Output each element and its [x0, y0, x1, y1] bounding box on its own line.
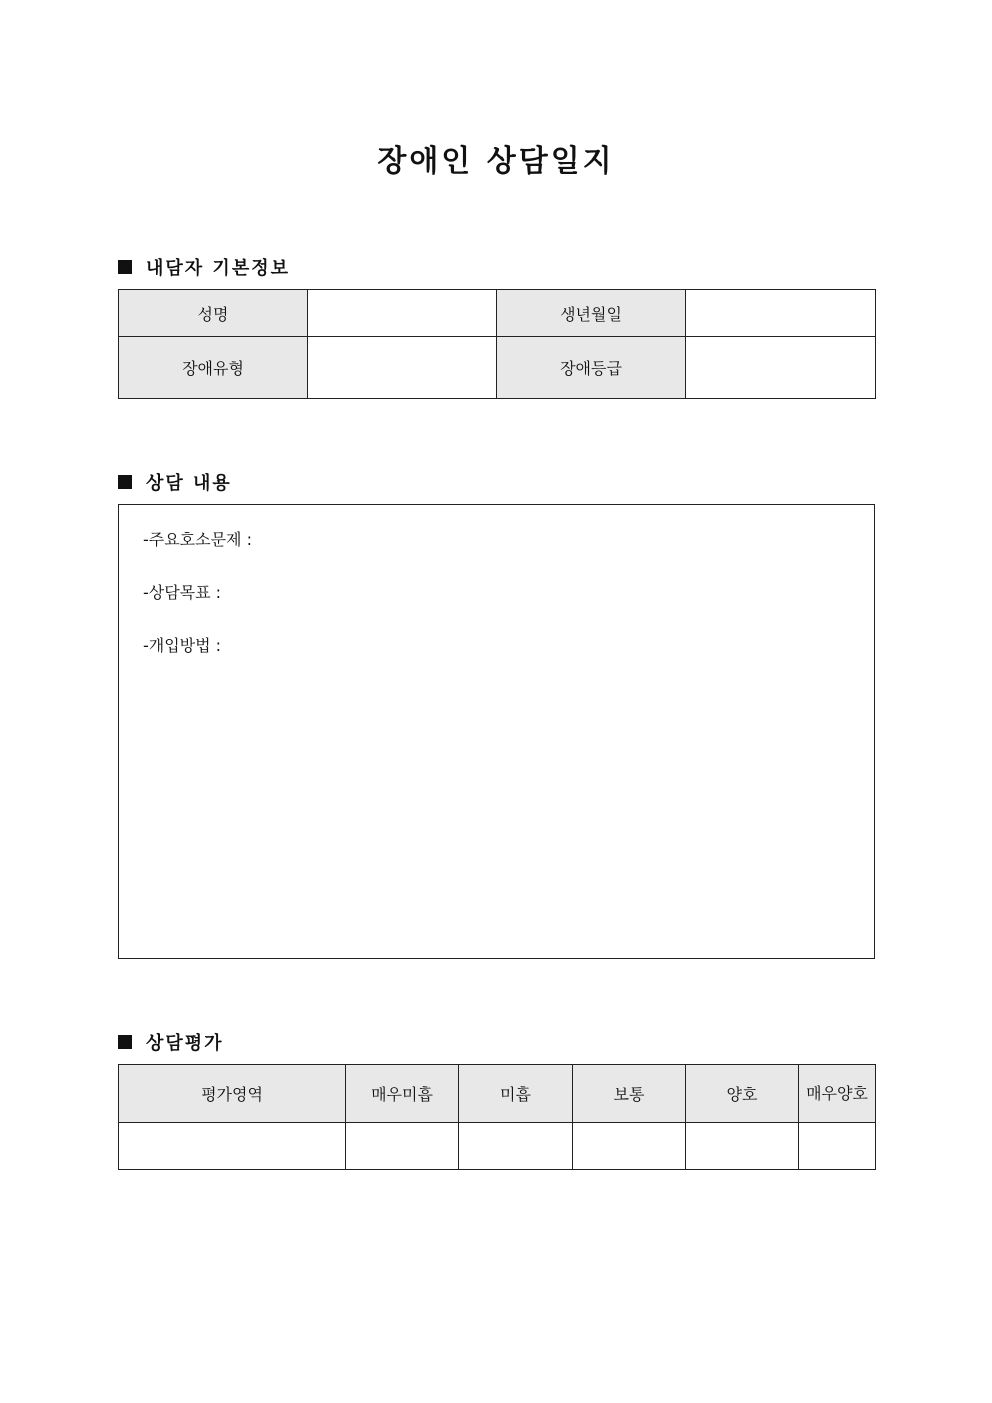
section-heading-client-info [118, 254, 290, 280]
disability-type-field[interactable] [308, 337, 497, 399]
name-label: 성명 [119, 290, 308, 337]
column-header-very-good: 매우양호 [799, 1065, 876, 1123]
section-heading-counsel [118, 469, 232, 495]
very-poor-cell[interactable] [346, 1123, 459, 1170]
client-info-table [118, 289, 876, 399]
table-row [119, 337, 876, 399]
table-row [119, 290, 876, 337]
poor-cell[interactable] [459, 1123, 573, 1170]
evaluation-area-cell[interactable] [119, 1123, 346, 1170]
disability-grade-field[interactable] [686, 337, 876, 399]
square-bullet-icon [118, 475, 132, 489]
column-header-poor: 미흡 [459, 1065, 573, 1123]
counsel-content-box[interactable] [118, 504, 875, 959]
table-row [119, 1065, 876, 1123]
birthdate-field[interactable] [686, 290, 876, 337]
column-header-very-poor: 매우미흡 [346, 1065, 459, 1123]
section-heading-label: 상담평가 [146, 1033, 224, 1054]
square-bullet-icon [118, 260, 132, 274]
disability-grade-label: 장애등급 [497, 337, 686, 399]
disability-type-label: 장애유형 [119, 337, 308, 399]
section-heading-evaluation [118, 1029, 224, 1055]
evaluation-table [118, 1064, 876, 1170]
section-heading-label: 상담 내용 [146, 473, 232, 494]
square-bullet-icon [118, 1035, 132, 1049]
column-header-good: 양호 [686, 1065, 799, 1123]
very-good-cell[interactable] [799, 1123, 876, 1170]
good-cell[interactable] [686, 1123, 799, 1170]
column-header-area: 평가영역 [119, 1065, 346, 1123]
average-cell[interactable] [573, 1123, 686, 1170]
section-heading-label: 내담자 기본정보 [146, 258, 290, 279]
counsel-goal-line: -상담목표 : [143, 583, 222, 602]
page-title: 장애인 상담일지 [377, 144, 615, 179]
column-header-average: 보통 [573, 1065, 686, 1123]
intervention-method-line: -개입방법 : [143, 636, 222, 655]
table-row [119, 1123, 876, 1170]
birthdate-label: 생년월일 [497, 290, 686, 337]
main-complaint-line: -주요호소문제 : [143, 530, 252, 549]
name-field[interactable] [308, 290, 497, 337]
